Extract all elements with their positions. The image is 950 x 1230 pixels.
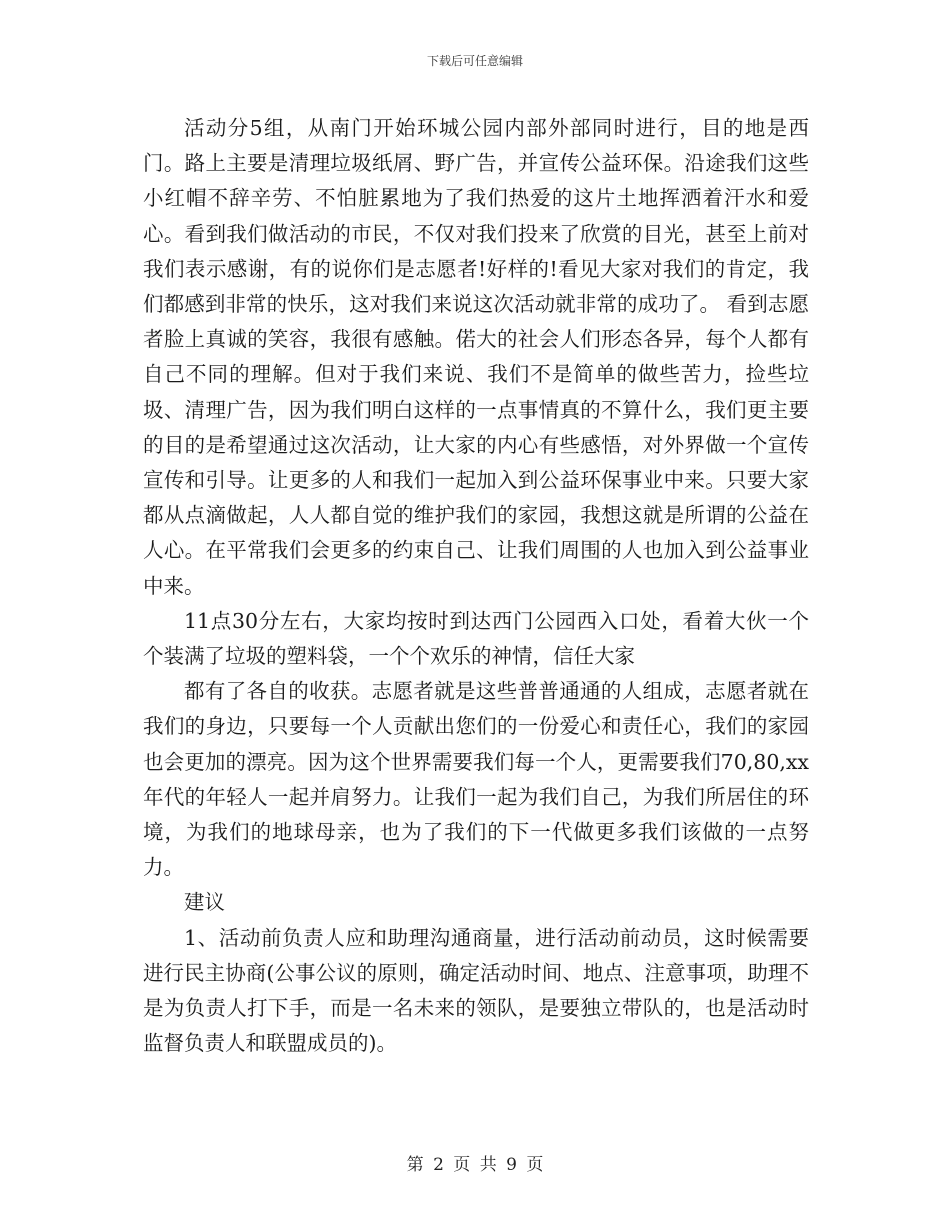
paragraph-activity-description: 活动分5组，从南门开始环城公园内部外部同时进行，目的地是西门。路上主要是清理垃圾纸屑、野广告，并宣传公益环保。沿途我们这些小红帽不辞辛劳、不怕脏累地为了我们热爱的这片土地挥洒着汗水和爱心。看到我们做活动的市民，不仅对我们投来了欣赏的目光，甚至上前对我们表示感谢，有的说你们是志愿者!好样的!看见大家对我们的肯定，我们都感到非常的快乐，这对我们来说这次活动就非常的成功了。 看到志愿者脸上真诚的笑容，我很有感触。偌大的社会人们形态各异，每个人都有自己不同的理解。但对于我们来说、我们不是简单的做些苦力，捡些垃圾、清理广告，因为我们明白这样的一点事情真的不算什么，我们更主要的目的是希望通过这次活动，让大家的内心有些感悟，对外界做一个宣传宣传和引导。让更多的人和我们一起加入到公益环保事业中来。只要大家都从点滴做起，人人都自觉的维护我们的家园，我想这就是所谓的公益在人心。在平常我们会更多的约束自己、让我们周围的人也加入到公益事业中来。 [143,116,809,598]
paragraph-arrival: 11点30分左右，大家均按时到达西门公园西入口处，看着大伙一个个装满了垃圾的塑料袋，一个个欢乐的神情，信任大家 [143,608,809,669]
page-header: 下载后可任意编辑 [426,54,523,68]
section-heading-suggestions: 建议 [184,890,225,915]
document-body [143,111,809,1061]
suggestion-item-1: 1、活动前负责人应和助理沟通商量，进行活动前动员，这时候需要进行民主协商(公事公议的原则，确定活动时间、地点、注意事项，助理不是为负责人打下手，而是一名未来的领队，是要独立带队的，也是活动时监督负责人和联盟成员的)。 [143,925,809,1056]
page-number-footer: 第 2 页 共 9 页 [406,1155,544,1175]
paragraph-reflection: 都有了各自的收获。志愿者就是这些普普通通的人组成，志愿者就在我们的身边，只要每一个人贡献出您们的一份爱心和责任心，我们的家园也会更加的漂亮。因为这个世界需要我们每一个人，更需要我们70,80,xx年代的年轻人一起并肩努力。让我们一起为我们自己，为我们所居住的环境，为我们的地球母亲，也为了我们的下一代做更多我们该做的一点努力。 [143,679,809,880]
